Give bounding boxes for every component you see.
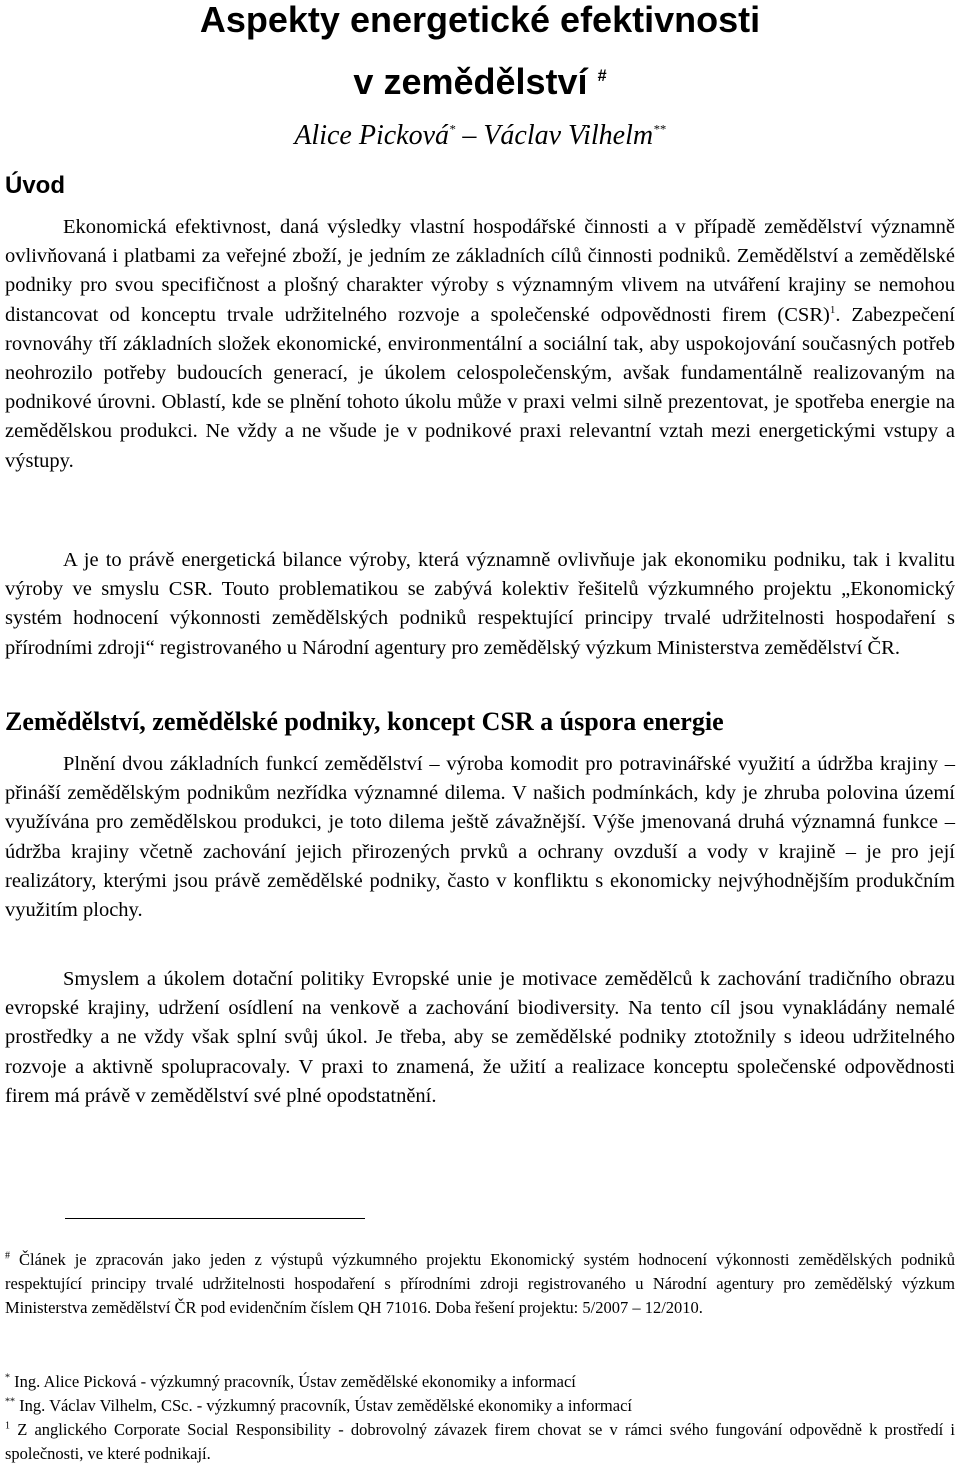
title-line-2 bbox=[0, 62, 960, 102]
author-2: Václav Vilhelm bbox=[483, 120, 654, 151]
author-1-mark: * bbox=[449, 122, 456, 137]
footnote-author-2 bbox=[5, 1394, 955, 1418]
title-footnote-mark: # bbox=[597, 67, 607, 85]
footnote-project bbox=[5, 1248, 955, 1320]
footnote-mark: ** bbox=[5, 1396, 15, 1408]
footnote-ref-1[interactable]: 1 bbox=[829, 303, 836, 316]
paragraph-intro-2: A je to právě energetická bilance výroby, která významně ovlivňuje jak ekonomiku podniku, tak i kvalitu výroby ve smyslu CSR. Touto problematikou se zabývá kolektiv řešitelů výzkumného projektu „Ekonomický systém hodnocení výkonnosti zemědělských podniků respektující principy trvalé udržitelnosti hospodaření s přírodními zdroji“ registrovaného u Národní agentury pro zemědělský výzkum Ministerstva zemědělství ČR. bbox=[5, 549, 955, 659]
author-1: Alice Picková bbox=[294, 120, 450, 151]
footnote-text: Ing. Václav Vilhelm, CSc. - výzkumný pracovník, Ústav zemědělské ekonomiky a informací bbox=[15, 1396, 632, 1415]
footnote-mark: # bbox=[5, 1250, 10, 1262]
author-separator: – bbox=[462, 120, 477, 151]
footnote-text: Z anglického Corporate Social Responsibility - dobrovolný závazek firem chovat se v rámci svého fungování odpovědně k prostředí i společnosti, ve které podnikají. bbox=[5, 1420, 955, 1463]
footnote-text: Článek je zpracován jako jeden z výstupů výzkumného projektu Ekonomický systém hodnocení výkonnosti zemědělských podniků respektující principy trvalé udržitelnosti hospodaření s přírodními zdroji registrovaného u Národní agentury pro zemědělský výzkum Ministerstva zemědělství ČR pod evidenčním číslem QH 71016. Doba řešení projektu: 5/2007 – 12/2010. bbox=[5, 1250, 955, 1317]
title-line-2-text: v zemědělství bbox=[353, 61, 588, 102]
intro-heading: Úvod bbox=[5, 172, 65, 199]
paragraph-intro-1 bbox=[5, 213, 955, 476]
author-2-mark: ** bbox=[653, 122, 666, 137]
footnote-csr bbox=[5, 1418, 955, 1466]
section-heading: Zemědělství, zemědělské podniky, koncept CSR a úspora energie bbox=[5, 707, 724, 736]
footnote-author-1 bbox=[5, 1370, 955, 1394]
footnote-text: Ing. Alice Picková - výzkumný pracovník, Ústav zemědělské ekonomiky a informací bbox=[10, 1372, 576, 1391]
authors-line bbox=[0, 116, 960, 156]
footnote-mark: 1 bbox=[5, 1420, 10, 1432]
paragraph-intro-1-part1: Ekonomická efektivnost, daná výsledky vlastní hospodářské činnosti a v případě zemědělství významně ovlivňovaná i platbami za veřejné zboží, je jedním ze základních cílů činnosti podniků. Zemědělství a zemědělské podniky pro svou specifičnost a plošný charakter výroby s významným vlivem na utváření krajiny se nemohou distancovat od konceptu trvale udržitelného rozvoje a společenské odpovědnosti firem (CSR) bbox=[5, 216, 955, 326]
footnote-mark: * bbox=[5, 1372, 10, 1384]
paragraph-section-1: Plnění dvou základních funkcí zemědělství – výroba komodit pro potravinářské využití a údržba krajiny – přináší zemědělským podnikům nezřídka významné dilema. V našich podmínkách, kdy je zhruba polovina území využívána pro zemědělskou produkci, je toto dilema ještě závažnější. Výše jmenovaná druhá významná funkce – údržba krajiny včetně zachování jejich přirozených prvků a ochrany ovzduší a vody v krajině – je pro její realizátory, kterými jsou právě zemědělské podniky, často v konfliktu s ekonomicky nejvýhodnějším produkčním využitím plochy. bbox=[5, 753, 955, 922]
footnote-separator bbox=[65, 1218, 365, 1219]
paragraph-intro-1-part2: . Zabezpečení rovnováhy tří základních složek ekonomické, environmentální a sociální tak, aby uspokojování současných potřeb neohrozilo potřeby budoucích generací, je úkolem celospolečenským, avšak fundamentálně realizovaným na podnikové úrovni. Oblastí, kde se plnění tohoto úkolu může v praxi velmi silně prezentovat, je spotřeba energie na zemědělskou produkci. Ne vždy a ne všude je v podnikové praxi relevantní vztah mezi energetickými vstupy a výstupy. bbox=[5, 303, 955, 472]
title-line-1: Aspekty energetické efektivnosti bbox=[199, 0, 761, 40]
paragraph-section-2: Smyslem a úkolem dotační politiky Evropské unie je motivace zemědělců k zachování tradičního obrazu evropské krajiny, udržení osídlení na venkově a zachování biodiversity. Na tento cíl jsou vynakládány nemalé prostředky a ne vždy však splní svůj úkol. Je třeba, aby se zemědělské podniky ztotožnily s ideou udržitelného rozvoje a aktivně spolupracovaly. V praxi to znamená, že užití a realizace konceptu společenské odpovědnosti firem má právě v zemědělství své plné opodstatnění. bbox=[5, 968, 955, 1107]
